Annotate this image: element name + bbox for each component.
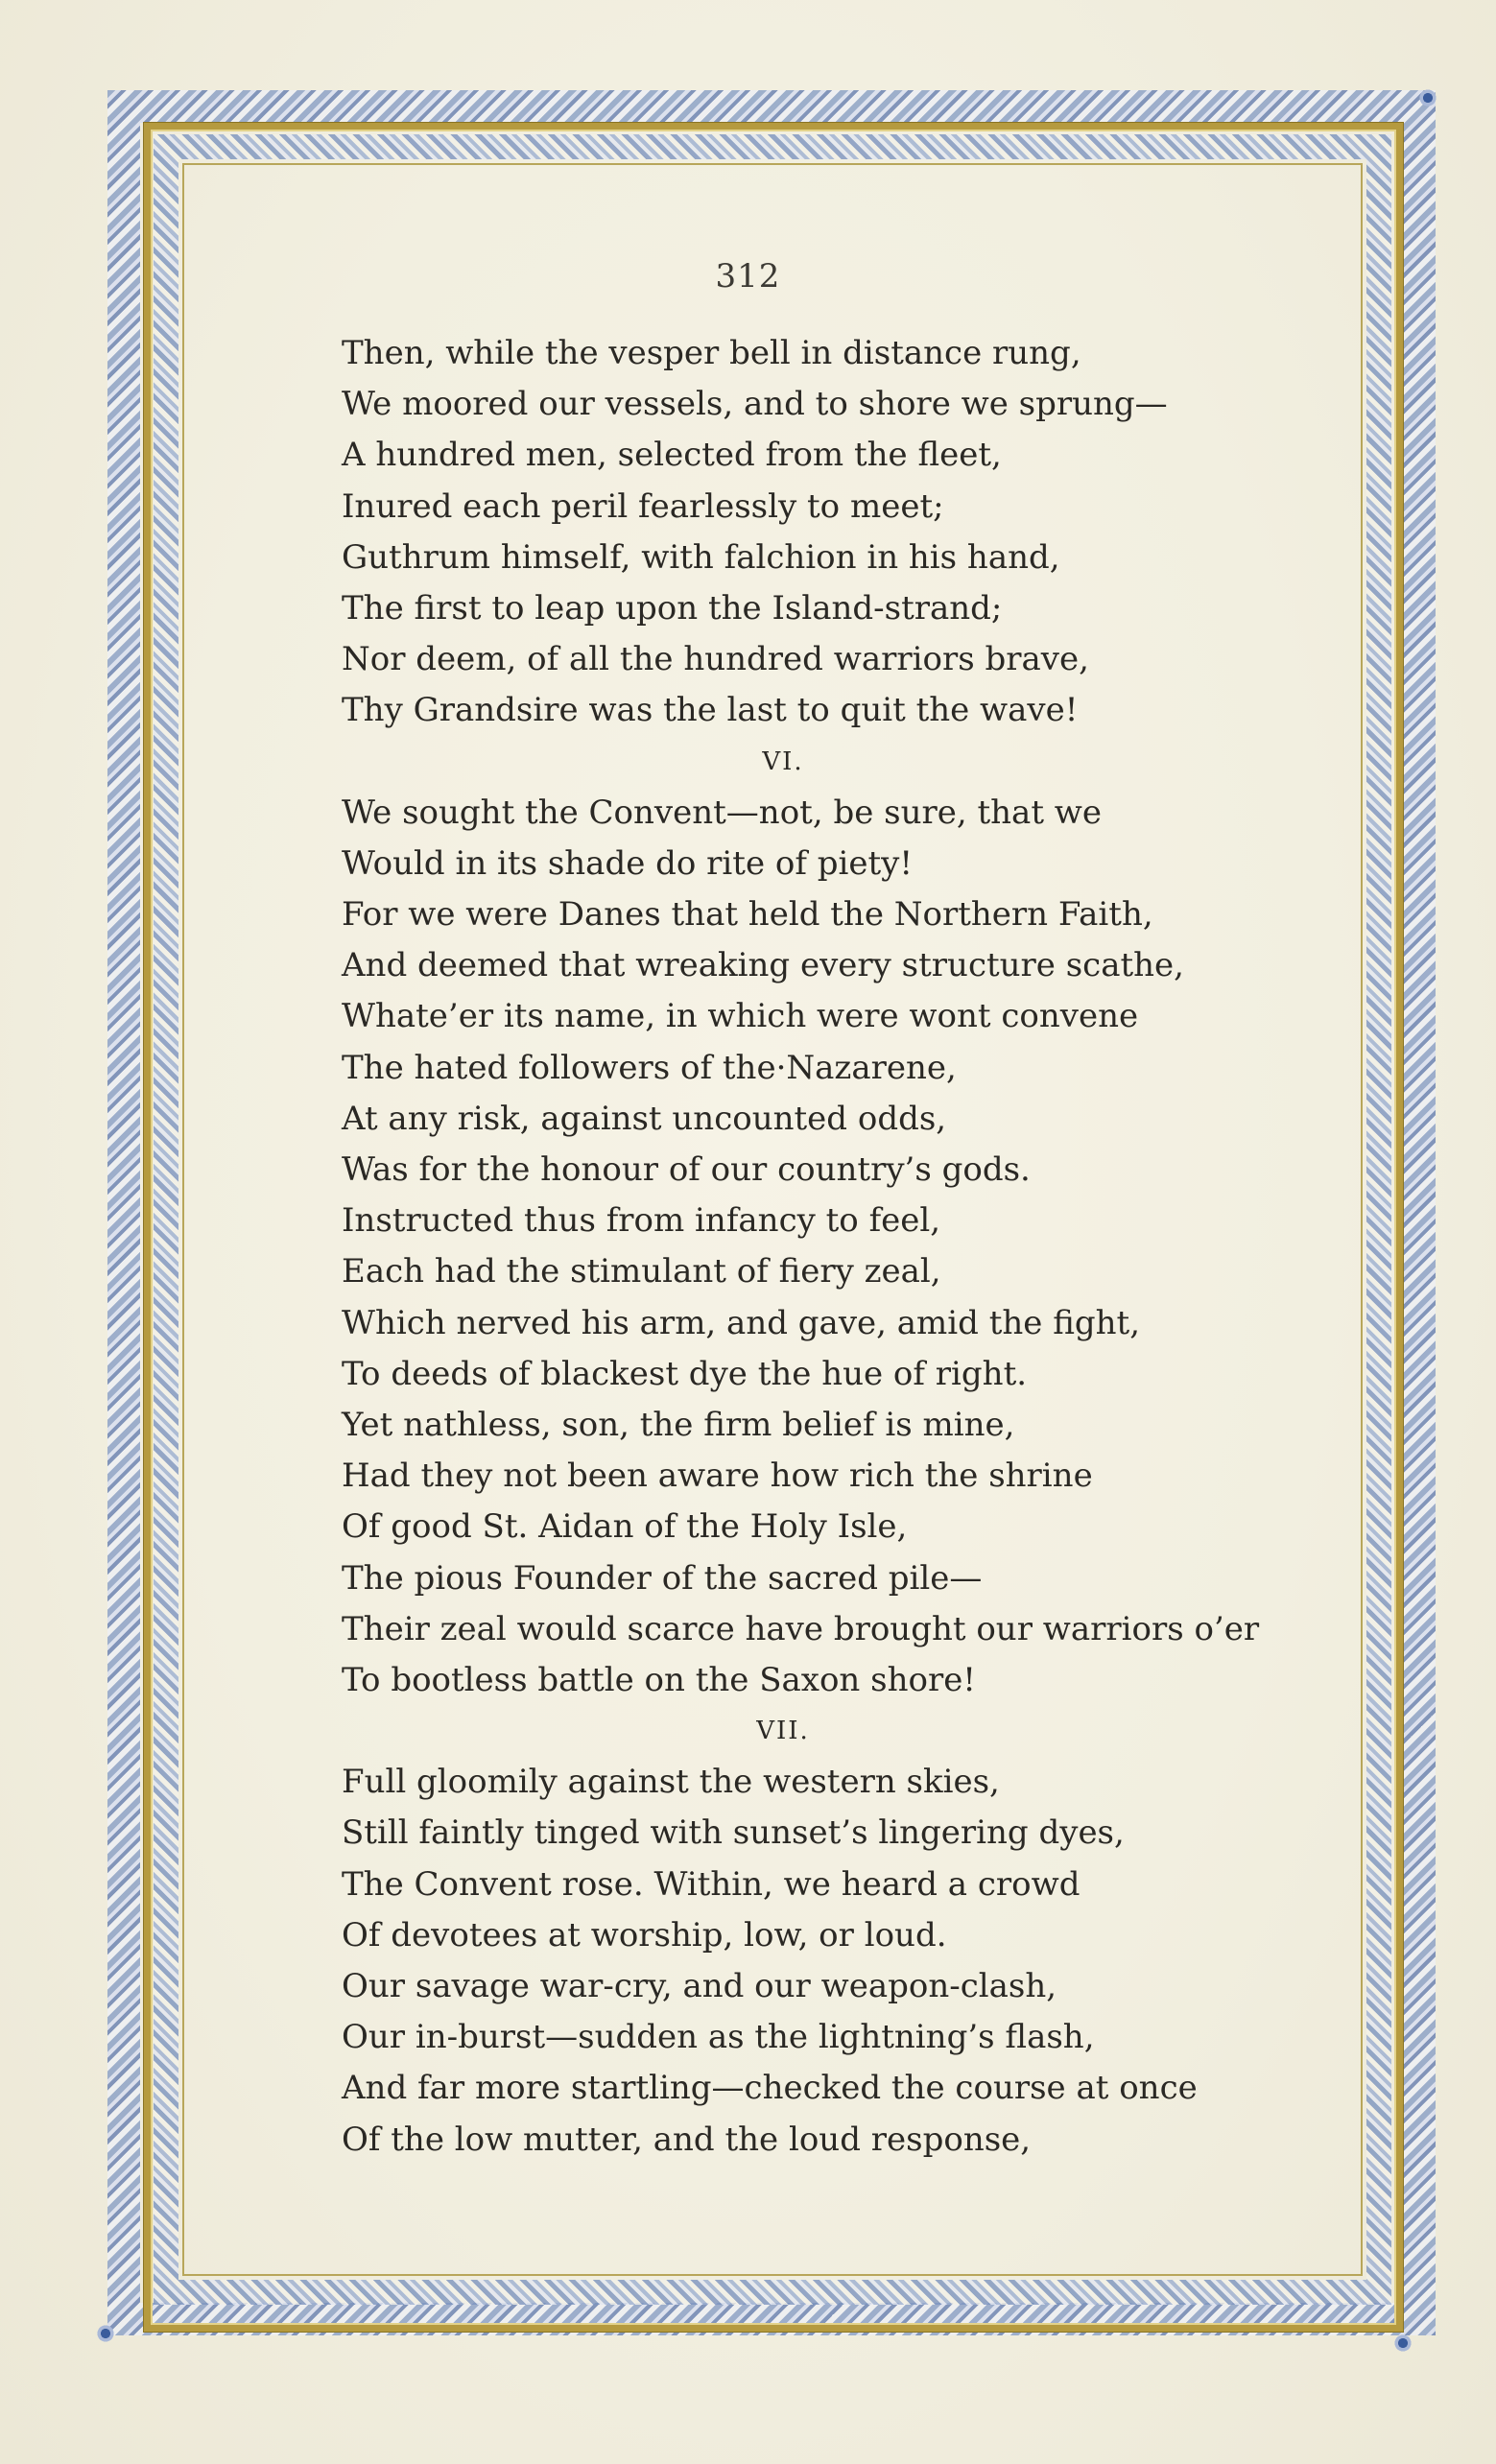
corner-ornament-icon (96, 2324, 115, 2343)
stanza-heading: VII. (756, 1717, 810, 1746)
poem-text (342, 328, 1282, 2166)
poem-line: Which nerved his arm, and gave, amid the fight, (342, 1303, 1141, 1342)
poem-line: Was for the honour of our country’s gods. (342, 1150, 1031, 1189)
poem-line: Yet nathless, son, the firm belief is mine, (342, 1405, 1015, 1444)
poem-line: Still faintly tinged with sunset’s lingering dyes, (342, 1813, 1125, 1853)
poem-line: Our in-burst—sudden as the lightning’s flash, (342, 2018, 1095, 2057)
poem-line: The Convent rose. Within, we heard a crowd (342, 1864, 1080, 1904)
page-number: 312 (715, 257, 781, 296)
poem-line: And deemed that wreaking every structure scathe, (342, 946, 1184, 985)
poem-line: And far more startling—checked the course at once (342, 2069, 1198, 2108)
poem-line: Instructed thus from infancy to feel, (342, 1201, 941, 1241)
poem-line: Of the low mutter, and the loud response, (342, 2120, 1032, 2159)
poem-line: The pious Founder of the sacred pile— (342, 1558, 983, 1598)
stanza-heading: VI. (762, 746, 804, 776)
poem-line: Guthrum himself, with falchion in his hand, (342, 537, 1060, 577)
poem-line: For we were Danes that held the Northern Faith, (342, 895, 1153, 935)
poem-line: We sought the Convent—not, be sure, that we (342, 793, 1103, 832)
poem-line: Of devotees at worship, low, or loud. (342, 1915, 947, 1955)
poem-line: Nor deem, of all the hundred warriors brave, (342, 640, 1089, 679)
poem-line: Then, while the vesper bell in distance rung, (342, 334, 1081, 372)
poem-line: A hundred men, selected from the fleet, (342, 436, 1002, 475)
poem-line: Of good St. Aidan of the Holy Isle, (342, 1507, 908, 1547)
corner-ornament-icon (1393, 2334, 1413, 2353)
poem-line: The hated followers of the·Nazarene, (342, 1048, 957, 1087)
poem-line: To bootless battle on the Saxon shore! (342, 1660, 976, 1699)
poem-line: We moored our vessels, and to shore we sprung— (342, 385, 1168, 424)
corner-ornament-icon (1418, 88, 1437, 107)
poem-line: Would in its shade do rite of piety! (342, 843, 914, 883)
poem-line: Each had the stimulant of fiery zeal, (342, 1252, 941, 1291)
poem-line: Thy Grandsire was the last to quit the wave! (342, 691, 1079, 730)
poem-line: To deeds of blackest dye the hue of right. (342, 1354, 1028, 1393)
poem-line: Inured each peril fearlessly to meet; (342, 486, 944, 526)
poem-line: At any risk, against uncounted odds, (342, 1099, 947, 1138)
poem-line: Full gloomily against the western skies, (342, 1763, 1000, 1802)
poem-line: Had they not been aware how rich the shrine (342, 1457, 1093, 1496)
poem-line: The first to leap upon the Island-strand; (342, 588, 1003, 628)
poem-line: Whate’er its name, in which were wont convene (342, 997, 1139, 1036)
poem-line: Their zeal would scarce have brought our warriors o’er (342, 1609, 1260, 1648)
poem-line: Our savage war-cry, and our weapon-clash, (342, 1967, 1057, 2005)
